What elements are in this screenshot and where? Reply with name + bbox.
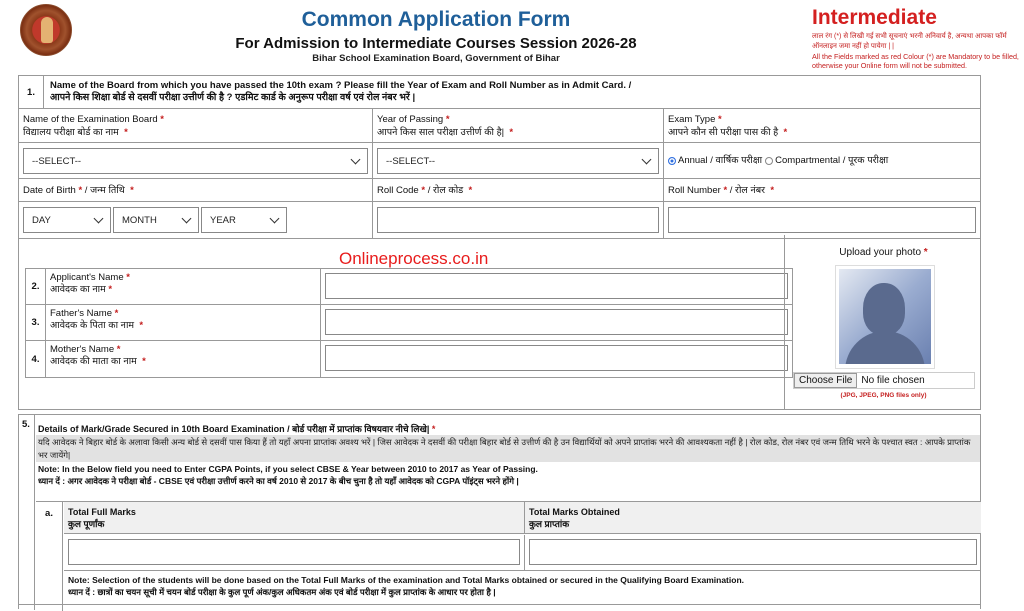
father-name-input[interactable] bbox=[325, 309, 788, 335]
full-marks-header: Total Full Marks कुल पूर्णांक bbox=[64, 502, 525, 533]
watermark: Onlineprocess.co.in bbox=[339, 249, 489, 268]
exam-type-label: Exam Type * आपने कौन सी परीक्षा पास की है * bbox=[668, 114, 788, 138]
file-status: No file chosen bbox=[861, 375, 925, 386]
personal-details-section bbox=[18, 235, 981, 410]
section-number: 1. bbox=[19, 76, 44, 108]
choose-file-button[interactable]: Choose File bbox=[794, 373, 857, 388]
dob-day-select[interactable]: DAY bbox=[23, 207, 111, 233]
page-title: Common Application Form bbox=[301, 8, 571, 31]
divider bbox=[18, 604, 981, 605]
chevron-down-icon bbox=[182, 213, 192, 223]
photo-preview bbox=[835, 265, 935, 369]
section-board-details bbox=[18, 75, 981, 239]
annual-radio-label[interactable]: Annual / वार्षिक परीक्षा bbox=[678, 155, 763, 166]
compartmental-radio[interactable] bbox=[765, 157, 773, 165]
names-table bbox=[25, 268, 793, 378]
cgpa-note: Note: In the Below field you need to Enter CGPA Points, if you select CBSE & Year between 2010 to 2017 as Year of Passing. ध्यान दें : अगर आवेदक ने परीक्षा बोर्ड - CBSE एवं परीक्षा उत्तीर्ण करने का वर्ष 2010 से 2017 के बीच चुना है तो यहाँ आवेदक को CGPA पॉइंट्स भरने होंगे | bbox=[38, 464, 538, 486]
upload-photo-label: Upload your photo * bbox=[839, 247, 928, 258]
mother-name-input[interactable] bbox=[325, 345, 788, 371]
roll-code-label: Roll Code * / रोल कोड * bbox=[373, 179, 664, 201]
section-question: Name of the Board from which you have passed the 10th exam ? Please fill the Year of Exam and Roll Number as in Admit Card. / आपने किस शिक्षा बोर्ड से दसवीं परीक्षा उत्तीर्ण की है ? एडमिट कार्ड के अनुरूप परीक्षा वर्ष एवं रोल नंबर भरें | bbox=[50, 80, 632, 103]
avatar-placeholder-icon bbox=[839, 269, 931, 364]
photo-file-input[interactable] bbox=[793, 372, 975, 389]
chevron-down-icon bbox=[642, 154, 652, 164]
marks-table: a. Total Full Marks कुल पूर्णांक Total Marks Obtained कुल प्राप्तांक Note: Selection of the students will be done based on the Total Full Marks of the examination and Total Marks obtained or secured in the Qualifying Board Examination. ध्यान दें : छात्रों का चयन सूची में चयन बोर्ड परीक्षा के कुल पूर्ण अंक/कुल अधिकतम अंक एवं बोर्ड परीक्षा में कुल प्राप्तांक के आधार पर होता है | bbox=[36, 501, 981, 502]
total-full-marks-input[interactable] bbox=[68, 539, 520, 565]
marks-info-hindi: यदि आवेदक ने बिहार बोर्ड के अलावा किसी अन्य बोर्ड से दसवीं पास किया हैं तो यहाँ अपना प्राप्तांक अवश्य भरें | जिस आवेदक ने दसवीं की परीक्षा बिहार बोर्ड से उत्तीर्ण की है उन विद्यार्थियों को अपने प्राप्तांक भरने की आवश्यकता नहीं है | रोल कोड, रोल नंबर एवं जन्म तिथि भरने के पश्चात स्वत : आपके प्राप्तांक भर जायेंगे| bbox=[36, 435, 980, 462]
board-select[interactable]: --SELECT-- bbox=[23, 148, 368, 174]
dob-year-select[interactable]: YEAR bbox=[201, 207, 287, 233]
board-label: Name of the Examination Board * विद्यालय परीक्षा बोर्ड का नाम * bbox=[19, 109, 373, 142]
required-star: * bbox=[160, 114, 164, 125]
course-level: Intermediate bbox=[812, 6, 937, 29]
page-header bbox=[0, 0, 1024, 72]
marks-section-title: Details of Mark/Grade Secured in 10th Board Examination / बोर्ड परीक्षा में प्राप्तांक विषयवार नीचे लिखे| * bbox=[38, 424, 436, 434]
section-marks-details bbox=[18, 414, 981, 609]
applicant-name-row: 2. Applicant's Name * आवेदक का नाम * bbox=[26, 269, 792, 305]
chevron-down-icon bbox=[94, 213, 104, 223]
year-select[interactable]: --SELECT-- bbox=[377, 148, 659, 174]
dob-month-select[interactable]: MONTH bbox=[113, 207, 199, 233]
roll-code-input[interactable] bbox=[377, 207, 659, 233]
obtained-marks-header: Total Marks Obtained कुल प्राप्तांक bbox=[529, 507, 620, 529]
year-label: Year of Passing * आपने किस साल परीक्षा उत्तीर्ण की है| * bbox=[373, 109, 664, 142]
chevron-down-icon bbox=[270, 213, 280, 223]
compartmental-radio-label[interactable]: Compartmental / पूरक परीक्षा bbox=[775, 155, 889, 166]
chevron-down-icon bbox=[351, 154, 361, 164]
father-name-row: 3. Father's Name * आवेदक के पिता का नाम * bbox=[26, 305, 792, 341]
section-number: 5. bbox=[22, 419, 30, 430]
dob-label: Date of Birth * / जन्म तिथि * bbox=[19, 179, 373, 201]
mandatory-note-hindi: लाल रंग (*) से लिखी गई सभी सूचनाएं भरनी अनिवार्य है, अन्यथा आपका फॉर्म ऑनलाइन जमा नहीं हो पायेगा | | bbox=[812, 33, 1007, 50]
applicant-name-input[interactable] bbox=[325, 273, 788, 299]
mandatory-note-english: All the Fields marked as red Colour (*) are Mandatory to be filled, otherwise your Online form will not be submitted. bbox=[812, 52, 1019, 70]
total-marks-obtained-input[interactable] bbox=[529, 539, 977, 565]
board-name: Bihar School Examination Board, Government of Bihar bbox=[312, 53, 560, 64]
selection-note: Note: Selection of the students will be done based on the Total Full Marks of the examination and Total Marks obtained or secured in the Qualifying Board Examination. ध्यान दें : छात्रों का चयन सूची में चयन बोर्ड परीक्षा के कुल पूर्ण अंक/कुल अधिकतम अंक एवं बोर्ड परीक्षा में कुल प्राप्तांक के आधार पर होता है | bbox=[68, 575, 744, 597]
roll-number-label: Roll Number * / रोल नंबर * bbox=[668, 184, 775, 196]
photo-upload-panel bbox=[784, 235, 981, 409]
annual-radio[interactable] bbox=[668, 157, 676, 165]
marks-table-header bbox=[64, 502, 981, 534]
mother-name-row: 4. Mother's Name * आवेदक की माता का नाम * bbox=[26, 341, 792, 377]
roll-number-input[interactable] bbox=[668, 207, 976, 233]
page-subtitle: For Admission to Intermediate Courses Session 2026-28 bbox=[235, 35, 637, 52]
allowed-file-types: (JPG, JPEG, PNG files only) bbox=[840, 392, 927, 399]
